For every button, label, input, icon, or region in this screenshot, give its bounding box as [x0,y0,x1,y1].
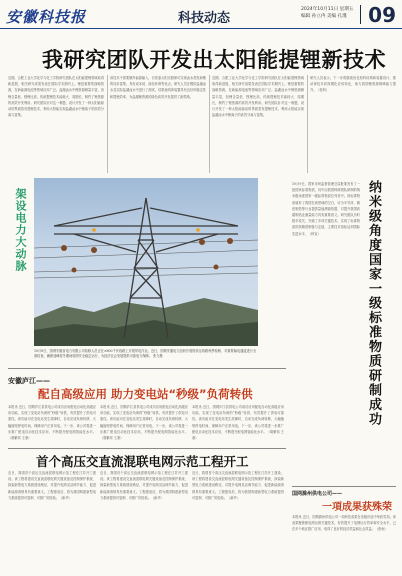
substation-body-col3: 本报讯 近日，国网庐江县供电公司成功应用配电自动化高级应用功能，实现了变电站负荷的“秒级”转供，有效提升了供电可靠性。该功能可在变电站发生故障时，自动完成负荷转移，大幅缩短停电时间，保障用户正常用电。下一步，该公司将进一步推广配电自动化技术应用，不断提升配电网智能化水平。（胡紫邦 王寒） [192,405,284,441]
grid-body-col3: 近日，我国首个高压交直流混联电网示范工程在江苏开工建设。该工程将建设交直流混联电网关键设备及控制保护系统，探索新型电力系统建设路径，对提升电网灵活调节能力、促进新能源消纳具有重要意义。工程建成后，将为我国构建新型电力系统提供可复制、可推广的经验。（新华） [192,471,284,500]
masthead-divider [360,5,361,24]
lead-body-col3: 近期，合肥工业大学化学与化工学院研究团队在太阳能提锂领域取得新进展，相关研究成果发表在国际学术期刊上。锂是重要的战略资源，在新能源电池等领域应用广泛。盐湖卤水中锂资源储量丰富，但锂含量低、镁锂比高，传统提锂技术能耗大、周期长，制约了锂资源的高效开发利用。研究团队针对这一难题，设计开发了一种太阳能驱动的界面蒸发提锂技术，利用太阳能实现盐湖卤水中锂离子的高效分离与富集。 [212,76,304,118]
section-rule [8,448,286,449]
grid-body-col2: 近日，我国首个高压交直流混联电网示范工程在江苏开工建设。该工程将建设交直流混联电网关键设备及控制保护系统，探索新型电力系统建设路径，对提升电网灵活调节能力、促进新能源消纳具有重要意义。工程建成后，将为我国构建新型电力系统提供可复制、可推广的经验。（新华） [100,471,188,500]
editor-line: 编辑 孙立冉 美编 孔瑾 [301,14,347,19]
feature-photo-caption: 10月8日，国网安徽省电力有限公司检修人员正在±800千伏线路上开展带电作业。近日，国网安徽电力组织开展特高压线路秋季检修，对重要输电通道进行全面检查，确保迎峰度冬期间电网安全稳定运行，为经济社会发展提供可靠电力保障。 张力摄 [34,349,257,359]
substation-body-col1: 本报讯 近日，国网庐江县供电公司成功应用配电自动化高级应用功能，实现了变电站负荷的“秒级”转供，有效提升了供电可靠性。该功能可在变电站发生故障时，自动完成负荷转移，大幅缩短停电时间，保障用户正常用电。下一步，该公司将进一步推广配电自动化技术应用，不断提升配电网智能化水平。（胡紫邦 王寒） [8,405,96,441]
page-number: 09 [368,3,396,27]
substation-body-col2: 本报讯 近日，国网庐江县供电公司成功应用配电自动化高级应用功能，实现了变电站负荷的“秒级”转供，有效提升了供电可靠性。该功能可在变电站发生故障时，自动完成负荷转移，大幅缩短停电时间，保障用户正常用电。下一步，该公司将进一步推广配电自动化技术应用，不断提升配电网智能化水平。（胡紫邦 王寒） [100,405,188,441]
column-divider [307,75,308,173]
issue-date [301,6,353,20]
section-rule [292,486,396,487]
right-vertical-title: 纳米级角度国家一级标准物质研制成功 [366,180,381,427]
column-divider [107,75,108,173]
section-rule [8,368,286,369]
newspaper-logo: 安徽科技报 [6,8,87,26]
cooperative-kicker: 国网滁州供电公司—— [292,491,343,497]
lead-headline: 我研究团队开发出太阳能提锂新技术 [42,48,386,72]
grid-headline: 首个高压交直流混联电网示范工程开工 [36,454,249,469]
masthead [0,0,402,29]
date-line: 2024年10月11日 星期五 [301,7,354,12]
cooperative-body: 本报讯 近日，国网滁州供电公司一项科技成果在省级评选中荣获奖项。该成果聚焦配电网运维关键技术，有效提升了电网运行效率和安全水平，已在多个地区推广应用，取得了良好的经济效益和社会效益。（张雨） [292,515,396,532]
column-divider [209,75,210,173]
grid-body-col1: 近日，我国首个高压交直流混联电网示范工程在江苏开工建设。该工程将建设交直流混联电网关键设备及控制保护系统，探索新型电力系统建设路径，对提升电网灵活调节能力、促进新能源消纳具有重要意义。工程建成后，将为我国构建新型电力系统提供可复制、可推广的经验。（新华） [8,471,96,500]
power-tower-illustration [34,178,258,346]
lead-body-col2: 该技术不需要额外能源输入，仅依靠太阳光照即可实现卤水蒸发和锂的同步富集，具有成本低、绿色环保等优点。研究人员在模拟盐湖卤水及实际盐湖卤水中进行了测试，结果表明该装置具有良好的稳定性和提锂效率，为盐湖锂资源的绿色高效开发提供了新思路。 [110,76,206,99]
lead-body-col4: 研究人员表示，下一步将继续优化材料结构和装置设计，推动该技术向规模化应用转化，助力我国锂资源保障能力提升。（桂科） [310,76,396,93]
section-title: 科技动态 [178,11,231,26]
substation-headline: 配自高级应用 助力变电站“秒级”负荷转供 [38,387,253,401]
feature-photo [34,178,258,346]
lead-body-col1: 近期，合肥工业大学化学与化工学院研究团队在太阳能提锂领域取得新进展，相关研究成果发表在国际学术期刊上。锂是重要的战略资源，在新能源电池等领域应用广泛。盐湖卤水中锂资源储量丰富，但锂含量低、镁锂比高，传统提锂技术能耗大、周期长，制约了锂资源的高效开发利用。研究团队针对这一难题，设计开发了一种太阳能驱动的界面蒸发提锂技术，利用太阳能实现盐湖卤水中锂离子的高效分离与富集。 [8,76,104,118]
substation-kicker: 安徽庐江—— [8,377,50,385]
right-column-body: 10月9日，国家市场监督管理总局批准发布了一批国家标准物质，其中由我国科研团队研制的纳米级角度国家一级标准物质位列其中。该标准物质填补了我国在该领域的空白，可为半导体、精密制造等行业提供量值溯源依据，对提升我国高端制造业测量能力具有重要意义。研究团队历时数年攻关，突破了多项关键技术，实现了标准物质的高精度制备与定值，主要技术指标达到国际先进水平。（科宣） [292,182,360,236]
cooperative-headline: 一項成果获殊荣 [322,502,392,513]
feature-vertical-title: 架设电力大动脉 [14,188,27,272]
